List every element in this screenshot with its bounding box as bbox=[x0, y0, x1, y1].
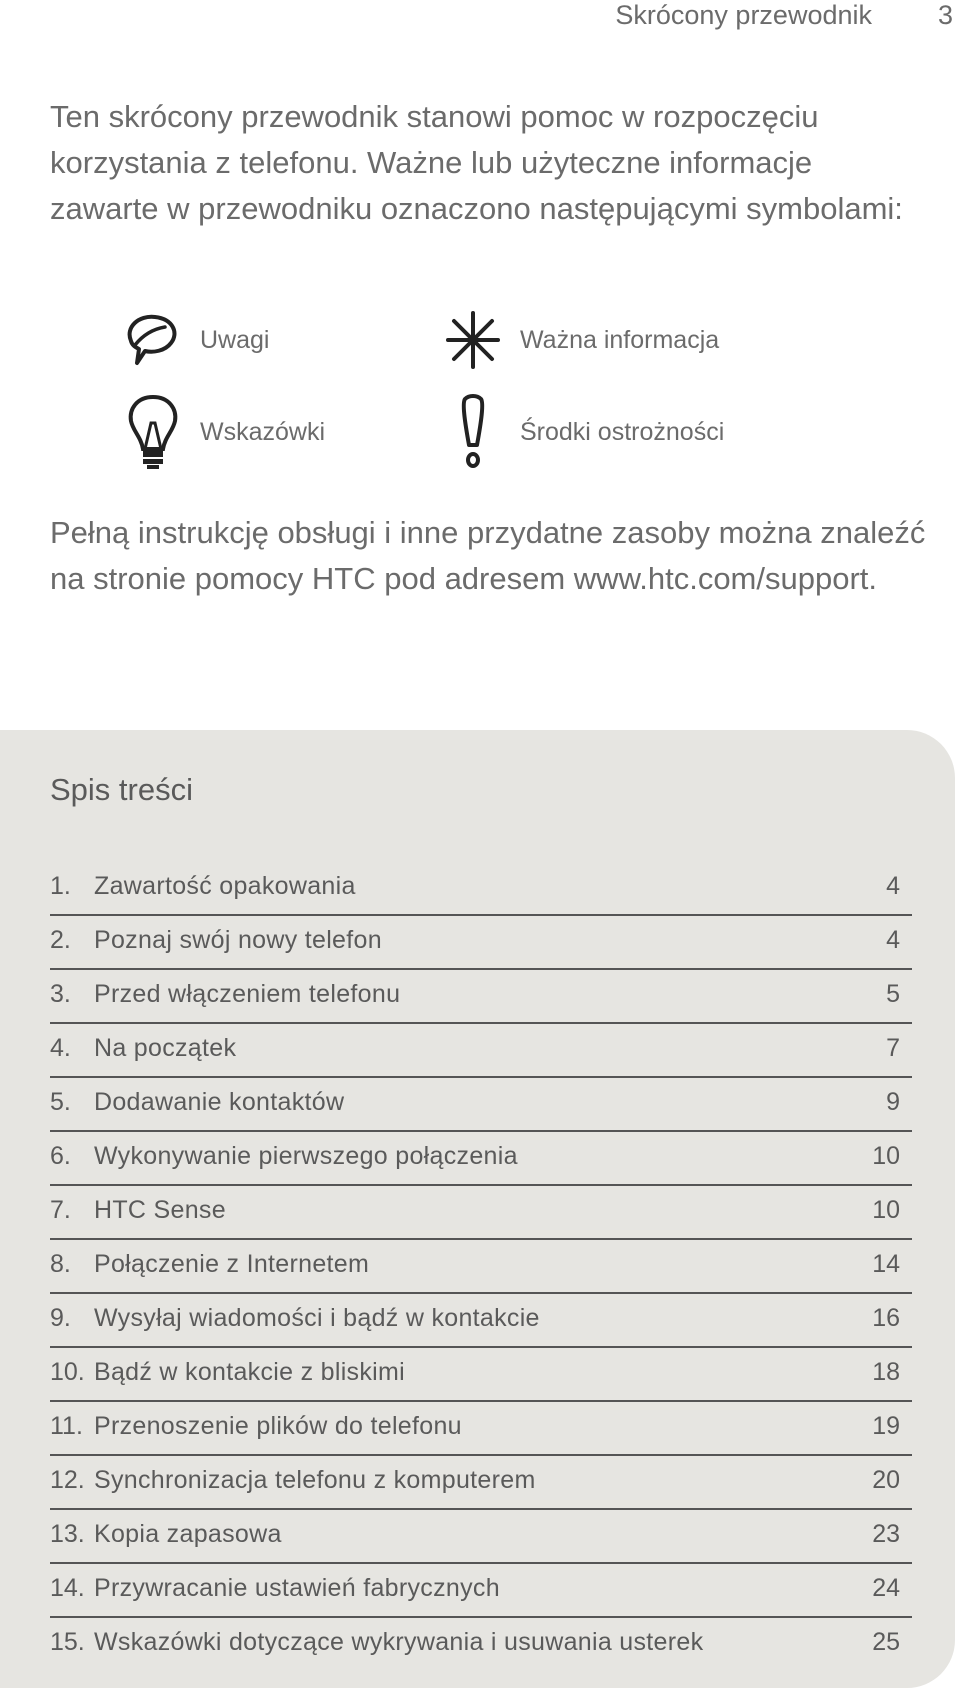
toc-entry-title: Na początek bbox=[94, 1034, 237, 1062]
toc-entry[interactable] bbox=[50, 1402, 912, 1456]
toc-entry-number: 13. bbox=[50, 1520, 85, 1548]
toc-entry-number: 11. bbox=[50, 1412, 83, 1440]
toc-entry-page: 16 bbox=[872, 1304, 900, 1332]
toc-entry-page: 23 bbox=[872, 1520, 900, 1548]
toc-entry-page: 24 bbox=[872, 1574, 900, 1602]
legend-item-tips bbox=[118, 392, 325, 472]
toc-entry[interactable] bbox=[50, 1186, 912, 1240]
toc-entry-page: 10 bbox=[872, 1196, 900, 1224]
legend-label-tips: Wskazówki bbox=[200, 417, 326, 446]
legend-item-notes bbox=[118, 300, 269, 380]
toc-entry[interactable] bbox=[50, 1024, 912, 1078]
toc-entry-title: Bądź w kontakcie z bliskimi bbox=[94, 1358, 405, 1386]
toc-title: Spis treści bbox=[50, 772, 193, 807]
toc-entry-page: 14 bbox=[872, 1250, 900, 1278]
legend-item-caution bbox=[438, 392, 724, 472]
toc-entry-number: 15. bbox=[50, 1628, 85, 1656]
page-header bbox=[0, 0, 960, 40]
toc-entry-number: 12. bbox=[50, 1466, 85, 1494]
toc-entry-title: Wskazówki dotyczące wykrywania i usuwania usterek bbox=[94, 1628, 704, 1656]
toc-entry-title: Połączenie z Internetem bbox=[94, 1250, 370, 1278]
toc-entry-page: 18 bbox=[872, 1358, 900, 1386]
toc-entry[interactable] bbox=[50, 970, 912, 1024]
toc-entry-number: 5. bbox=[50, 1088, 71, 1116]
toc-entry-page: 10 bbox=[872, 1142, 900, 1170]
toc-entry-page: 25 bbox=[872, 1628, 900, 1656]
toc-entry-number: 3. bbox=[50, 980, 71, 1008]
toc-entry[interactable] bbox=[50, 916, 912, 970]
toc-entry-title: Przenoszenie plików do telefonu bbox=[94, 1412, 462, 1440]
toc-entry-title: Dodawanie kontaktów bbox=[94, 1088, 345, 1116]
toc-entry[interactable] bbox=[50, 1240, 912, 1294]
legend-label-caution: Środki ostrożności bbox=[520, 417, 725, 446]
asterisk-icon bbox=[438, 300, 508, 380]
toc-entry-title: Przed włączeniem telefonu bbox=[94, 980, 401, 1008]
toc-list bbox=[50, 862, 912, 1670]
toc-entry-number: 7. bbox=[50, 1196, 71, 1224]
toc-entry-page: 20 bbox=[872, 1466, 900, 1494]
toc-entry-number: 9. bbox=[50, 1304, 71, 1332]
toc-entry-title: Wysyłaj wiadomości i bądź w kontakcie bbox=[94, 1304, 540, 1332]
legend-item-important bbox=[438, 300, 719, 380]
intro-paragraph: Ten skrócony przewodnik stanowi pomoc w rozpoczęciu korzystania z telefonu. Ważne lub użyteczne informacje zawarte w przewodniku oznaczono następującymi symbolami: bbox=[50, 99, 903, 226]
toc-entry-page: 4 bbox=[886, 872, 900, 900]
legend-label-notes: Uwagi bbox=[200, 325, 270, 354]
toc-entry[interactable] bbox=[50, 1564, 912, 1618]
table-of-contents bbox=[0, 730, 955, 1688]
support-paragraph: Pełną instrukcję obsługi i inne przydatne zasoby można znaleźć na stronie pomocy HTC pod adresem www.htc.com/support. bbox=[50, 515, 926, 596]
toc-entry-title: Zawartość opakowania bbox=[94, 872, 356, 900]
toc-entry[interactable] bbox=[50, 1348, 912, 1402]
toc-entry[interactable] bbox=[50, 1294, 912, 1348]
toc-entry[interactable] bbox=[50, 1618, 912, 1670]
toc-entry-title: Przywracanie ustawień fabrycznych bbox=[94, 1574, 500, 1602]
toc-entry[interactable] bbox=[50, 1456, 912, 1510]
toc-entry-title: Wykonywanie pierwszego połączenia bbox=[94, 1142, 518, 1170]
toc-entry[interactable] bbox=[50, 1078, 912, 1132]
toc-entry-page: 5 bbox=[886, 980, 900, 1008]
toc-entry-number: 4. bbox=[50, 1034, 71, 1062]
toc-entry[interactable] bbox=[50, 862, 912, 916]
toc-entry-number: 8. bbox=[50, 1250, 71, 1278]
toc-entry-page: 19 bbox=[872, 1412, 900, 1440]
toc-entry-page: 9 bbox=[886, 1088, 900, 1116]
toc-entry[interactable] bbox=[50, 1132, 912, 1186]
light-bulb-icon bbox=[118, 392, 188, 472]
toc-entry-page: 7 bbox=[886, 1034, 900, 1062]
legend-label-important: Ważna informacja bbox=[520, 325, 720, 354]
toc-entry-number: 2. bbox=[50, 926, 71, 954]
toc-entry-number: 10. bbox=[50, 1358, 85, 1386]
toc-entry[interactable] bbox=[50, 1510, 912, 1564]
exclamation-icon bbox=[438, 392, 508, 472]
toc-entry-title: Synchronizacja telefonu z komputerem bbox=[94, 1466, 536, 1494]
toc-entry-number: 14. bbox=[50, 1574, 85, 1602]
toc-entry-number: 6. bbox=[50, 1142, 71, 1170]
speech-bubble-icon bbox=[118, 300, 188, 380]
toc-entry-title: Kopia zapasowa bbox=[94, 1520, 282, 1548]
header-title: Skrócony przewodnik bbox=[615, 0, 872, 30]
symbol-legend bbox=[0, 300, 960, 490]
toc-entry-title: Poznaj swój nowy telefon bbox=[94, 926, 382, 954]
toc-entry-number: 1. bbox=[50, 872, 71, 900]
page-number: 3 bbox=[937, 0, 953, 30]
toc-entry-page: 4 bbox=[886, 926, 900, 954]
toc-entry-title: HTC Sense bbox=[94, 1196, 226, 1224]
